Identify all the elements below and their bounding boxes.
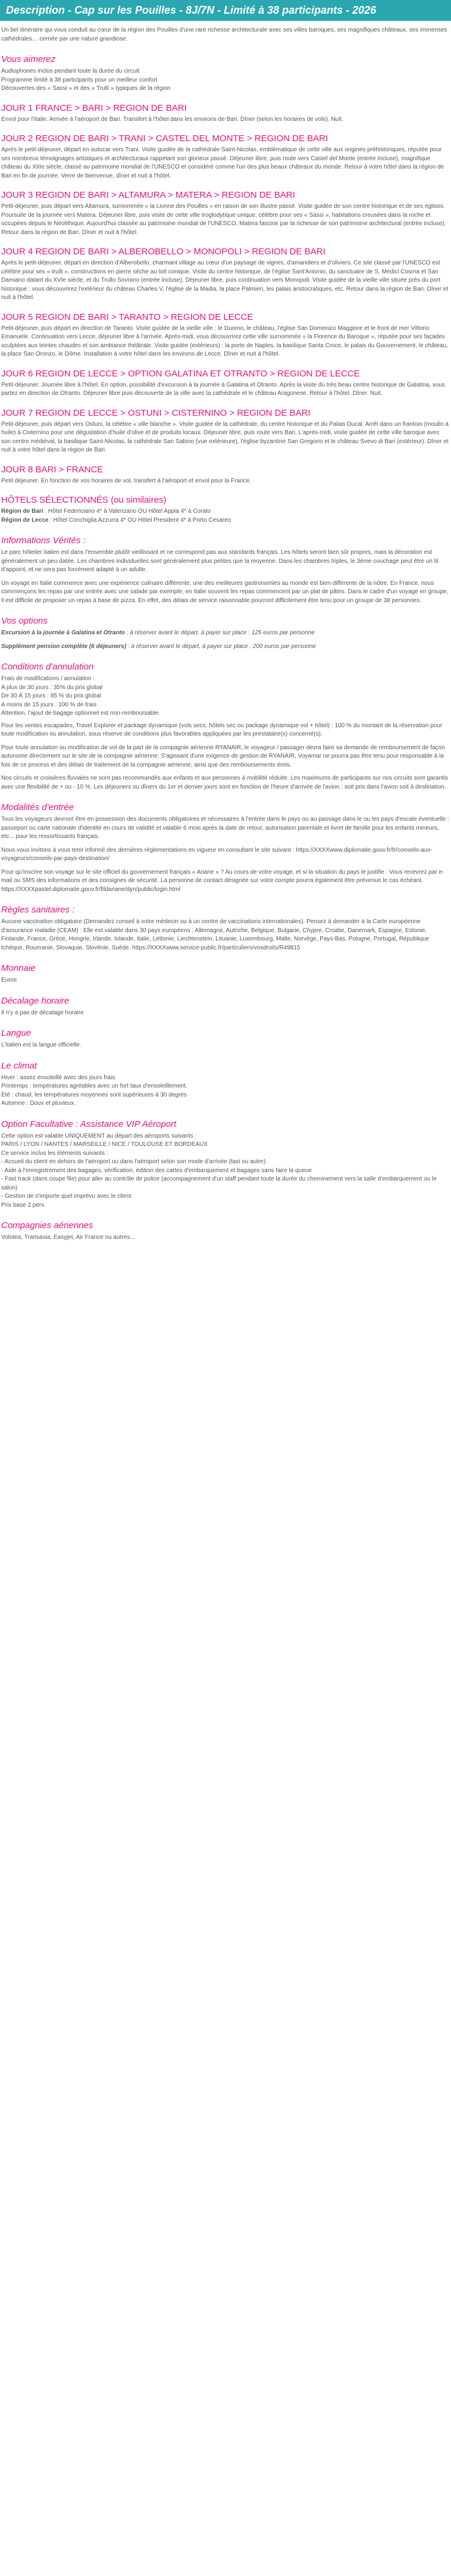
vip-line: - Aide à l'enregistrement des bagages, vérification, édition des cartes d'embarquement et bagages sans faire la queue	[1, 1167, 312, 1174]
content	[0, 26, 451, 1242]
vous-aimerez-list	[1, 67, 450, 94]
hotel-item	[1, 516, 450, 525]
climat-line: Printemps : températures agréables avec un fort taux d'ensoleillement.	[1, 1083, 187, 1089]
day-text-2: Après le petit-déjeuner, départ en autocar vers Trani. Visite guidée de la cathédrale Saint-Nicolas, emblématique de cette ville aux origines préhistoriques, réputée pour ses nombreux témoignages artistiques et architecturaux rappelant son glorieux passé. Déjeuner libre, puis route vers Castel del Monte (entrée incluse), magnifique château du XIIIe siècle, classé au patrimoine mondial de l'UNESCO et considéré comme l'un des plus beaux châteaux du monde. Retour à votre hôtel dans la région de Bari en fin de journée. Verre de bienvenue, dîner et nuit à l'hôtel.	[1, 147, 444, 179]
annulation-line: Attention, l'ajout de bagage optionnel est non-remboursable.	[1, 710, 161, 717]
annulation-line: Frais de modifications / annulation :	[1, 675, 95, 682]
intro-text: Un bel itinéraire qui vous conduit au cœur de la région des Pouilles d'une rare richesse architecturale avec ses villes baroques, ses magnifiques châteaux, ses immenses cathédrales… cernée par une nature grandiose.	[1, 27, 447, 42]
day-title-2: JOUR 2 REGION DE BARI > TRANI > CASTEL DEL MONTE > REGION DE BARI	[1, 133, 328, 144]
hotel-item	[1, 507, 450, 516]
day-title-8: JOUR 8 BARI > FRANCE	[1, 464, 104, 475]
annulation-line: A plus de 30 jours : 35% du prix global	[1, 684, 103, 691]
climat-list	[1, 1074, 450, 1108]
vip-line: PARIS / LYON / NANTES / MARSEILLE / NICE / TOULOUSE ET BORDEAUX	[1, 1141, 208, 1148]
annulation-paragraph: Pour les ventes escapades, Travel Explorer et package dynamique (vols secs, hôtels sec ou package dynamique vol + hôtel) : 100 % du montant de la réservation pour toute modification ou annulation, sous réserve de conditions plus favorables appliquées par les prestataire(s) concerné(s).	[1, 722, 443, 737]
day-title-7: JOUR 7 REGION DE LECCE > OSTUNI > CISTERNINO > REGION DE BARI	[1, 407, 311, 418]
option-item	[1, 629, 450, 638]
section-title-options: Vos options	[1, 616, 48, 626]
section-title-hotels: HÔTELS SÉLECTIONNÉS (ou similaires)	[1, 495, 167, 505]
climat-line: Été : chaud, les températures moyennes sont supérieures à 30 degrés	[1, 1091, 187, 1098]
hotel-region-label: Région de Lecce	[1, 516, 49, 524]
day-text-8: Petit déjeuner. En fonction de vos horaires de vol, transfert à l'aéroport et envol pour la France.	[1, 477, 251, 484]
day-text-4: Après le petit-déjeuner, départ en direction d'Alberobello, charmant village au cœur d'un paysage de vignes, d'amandiers et d'oliviers. Ce site classé par l'UNESCO est célèbre pour ses « trulli », constructions en pierre sèche au toit conique. Visite du centre historique, de l'église Sant'Antonio, du sanctuaire de S. Medici Cosma et San Damiano datant du XVIe siècle, et du Trullo Sovrano (entrée incluse). Déjeuner libre, puis continuation vers Monopoli. Visite guidée de la vieille ville située près du port historique : vous découvrirez l'extérieur du château Charles V, l'église de la Madia, la place Palmieri, les palais aristocratiques, etc. Retour dans la région de Bari. Dîner et nuit à l'hôtel.	[1, 260, 449, 301]
day-text-7: Petit-déjeuner, puis départ vers Ostuni, la célèbre « ville blanche ». Visite guidée de la cathédrale, du centre historique et du Palais Ducal. Arrêt dans un frantoio (moulin à huile) à Cisternino pour une dégustation d'huile d'olive et de produits locaux. Déjeuner libre, puis route vers Bari. L'après-midi, visite guidée de cette ville baroque avec son centre médiéval, la basilique Saint-Nicolas, la cathédrale San Sabino (vue extérieure), l'église byzantine San Gregorio et le château Svevo di Bari (extérieur). Dîner et nuit à votre hôtel dans la région de Bari.	[1, 420, 449, 453]
section-title-monnaie: Monnaie	[1, 963, 36, 973]
section-title-compagnies: Compagnies aériennes	[1, 1220, 93, 1231]
page	[0, 0, 451, 1261]
annulation-list	[1, 675, 450, 718]
modalites-paragraph: Tous les voyageurs devront être en possession des documents obligatoires et nécessaires à l'entrée dans le pays ou au passage dans le ou les pays d'escale éventuelle : passeport ou carte nationale d'identité en cours de validité et valable 6 mois après la date de retour, autorisation parentale et livret de famille pour les enfants mineurs, etc... pour les ressortissants français.	[1, 816, 449, 840]
day-text-6: Petit-déjeuner. Journée libre à l'hôtel. En option, possibilité d'excursion à la journée à Galatina et Otranto. Après la visite du très beau centre historique de Galatina, vous partez en direction de Otranto. Déjeuner libre puis découverte de la ville avec la cathédrale et le château Aragonese. Retour à l'hôtel. Dîner. Nuit.	[1, 381, 445, 397]
option-label: Excursion à la journée à Galatina et Otranto	[1, 630, 125, 636]
vip-list	[1, 1132, 450, 1210]
climat-line: Automne : Doux et pluvieux.	[1, 1100, 76, 1107]
vip-line: - Fast track (dans coupe file) pour aller au contrôle de police (accompagnement d'un staff pendant toute la durée du cheminement vers la salle d'embarquement ou le salon)	[1, 1176, 437, 1191]
option-label: Supplément pension complète (6 déjeuners)	[1, 643, 127, 650]
day-text-3: Petit-déjeuner, puis départ vers Altamura, surnommée « la Lionne des Pouilles » en raison de son illustre passé. Visite guidée de son centre historique et de ses églises. Poursuite de la journée vers Matera. Déjeuner libre, puis visite de cette ville troglodytique unique, célèbre pour ses « Sassi », habitations creusées dans la roche et occupées depuis le Néolithique. Aujourd'hui classée au patrimoine mondial de l'UNESCO, Matera fascine par la richesse de son patrimoine architectural (entrée incluse). Retour dans la région de Bari. Dîner et nuit à l'hôtel.	[1, 203, 446, 236]
decalage-text: Il n'y a pas de décalage horaire	[1, 1009, 84, 1016]
option-value: : à réserver avant le départ, à payer sur place : 125 euros par personne	[124, 630, 315, 636]
annulation-line: A moins de 15 jours : 100 % de frais	[1, 701, 97, 708]
hotels-list	[1, 507, 450, 525]
vip-line: - Gestion de n'importe quel imprévu avec le client	[1, 1193, 131, 1200]
section-title-climat: Le climat	[1, 1060, 37, 1071]
section-title-langue: Langue	[1, 1028, 32, 1038]
vip-line: - Accueil du client en dehors de l'aéroport ou dans l'aéroport selon son mode d'arrivée (taxi ou autre)	[1, 1158, 266, 1165]
section-title-vous-aimerez: Vous aimerez	[1, 54, 56, 64]
section-title-modalites: Modalités d'entrée	[1, 802, 74, 812]
modalites-paragraph: Nous vous invitons à vous tenir informé des dernières réglementations en vigueur en consultant le site suivant : https://XXXXwww.diplomatie.gouv.fr/fr/conseils-aux-voyageurs/conseils-par-pays-destination/	[1, 846, 433, 862]
climat-line: Hiver : assez ensoleillé avec des jours frais.	[1, 1074, 117, 1081]
annulation-line: De 30 À 15 jours : 85 % du prix global	[1, 693, 101, 699]
vip-line: Prix base 2 pers	[1, 1201, 45, 1208]
section-title-annulation: Conditions d'annulation	[1, 662, 94, 672]
vip-line: Cette option est valable UNIQUEMENT au départ des aéroports suivants :	[1, 1132, 197, 1139]
option-value: : à réserver avant le départ, à payer sur place : 200 euros par personne	[126, 643, 317, 650]
vous-aimerez-item: Audiophones inclus pendant toute la durée du circuit	[1, 68, 140, 74]
compagnies-text: Volotea, Transavia, Easyjet, Air France ou autres...	[1, 1234, 135, 1241]
vous-aimerez-item: Programme limité à 38 participants pour un meilleur confort	[1, 76, 158, 83]
day-title-6: JOUR 6 REGION DE LECCE > OPTION GALATINA ET OTRANTO > REGION DE LECCE	[1, 368, 360, 379]
option-item	[1, 643, 450, 652]
day-title-4: JOUR 4 REGION DE BARI > ALBEROBELLO > MONOPOLI > REGION DE BARI	[1, 247, 325, 257]
langue-text: L'italien est la langue officielle.	[1, 1042, 82, 1048]
vous-aimerez-item: Découvertes des « Sassi » et des « Trulli » typiques de la région	[1, 85, 171, 92]
hotel-value: : Hôtel Federiciano 4* à Valenzano OU Hôtel Appia 4* à Corato	[43, 508, 211, 515]
day-title-5: JOUR 5 REGION DE BARI > TARANTO > REGION DE LECCE	[1, 312, 253, 322]
modalites-paragraph: Pour qu'inscrire son voyage sur le site officiel du gouvernement français « Ariane » ? Au cours de votre voyage, et si la situation du pays le justifie : Vous recevrez par e-mail ou SMS des informations et des consignes de sécurité. La personne de contact désignée sur votre compte pourra également être prévenue le cas échéant. https://XXXXpastel.diplomatie.gouv.fr/fildariane/dyn/public/login.html	[1, 868, 444, 893]
page-title: Description - Cap sur les Pouilles - 8J/7N - Limité à 38 participants - 2026	[0, 0, 451, 21]
monnaie-text: Euros	[1, 977, 17, 983]
day-title-3: JOUR 3 REGION DE BARI > ALTAMURA > MATERA > REGION DE BARI	[1, 190, 295, 200]
hotel-value: : Hôtel Conchiglia Azzurra 4* OU Hôtel President 4* à Porto Cesareo	[48, 516, 231, 524]
vip-line: Ce service inclus les éléments suivants :	[1, 1150, 108, 1157]
day-text-5: Petit-déjeuner, puis départ en direction de Taranto. Visite guidée de la vieille ville : le Duomo, le château, l'église San Domenico Maggiore et le front de mer Vittorio Emanuele. Continuation vers Lecce, déjeuner libre à l'arrivée. Après-midi, vous découvrirez cette ville surnommée « la Florence du Baroque », réputée pour ses façades sculptées aux teintes chaudes et son ambiance théâtrale. Visite guidée (extérieurs) : la porte de Naples, la basilique Santa Croce, le palais du Gouvernement, le château, la place San Oronzo, le Dôme. Installation à votre hôtel dans les environs de Lecce. Dîner et nuit à l'hôtel.	[1, 325, 448, 357]
infos-paragraph: Le parc hôtelier italien est dans l'ensemble plutôt vieillissant et ne correspond pas aux standards français. Les hôtels seront bien sûr propres, mais la décoration est généralement un peu datée. Les chambres individuelles sont généralement plus petites que la moyenne. Dans les chambres triples, le 3ème couchage peut être un lit d'appoint, et ne sera pas forcément adapté à un adulte.	[1, 549, 439, 573]
sanitaires-paragraph: Aucune vaccination obligatoire (Demandez conseil à votre médecin ou à un centre de vaccinations internationales). Pensez à demander à la Carte européenne d'assurance maladie (CEAM) : Elle est valable dans 30 pays européens : Allemagne, Autriche, Belgique, Bulgarie, Chypre, Croatie, Danemark, Espagne, Estonie, Finlande, France, Grèce, Hongrie, Irlande, Islande, Italie, Lettonie, Liechtenstein, Lituanie, Luxembourg, Malte, Norvège, Pays-Bas, Pologne, Portugal, République tchèque, Roumanie, Slovaquie, Slovénie, Suède. https://XXXXwww.service-public.fr/particuliers/vosdroits/R49815	[1, 918, 430, 951]
annulation-paragraph: Pour toute annulation ou modification de vol de la part de la compagnie aérienne RYANAIR, le voyageur / passager devra faire sa demande de remboursement de façon autonome directement sur le site de la compagnie aérienne. S'agissant d'une exigence de gestion de RYANAIR, Voyamar ne pourra pas être tenu pour responsable à la fois de ce process et des délais de traitement de la compagnie aérienne, ainsi que des remboursements émis.	[1, 744, 445, 768]
infos-paragraph: Un voyage en Italie commence avec une expérience culinaire différente, une des meilleures gastronomies au monde est bien différente de la nôtre. En France, nous commençons les repas par une entrée avec une salade par exemple, en Italie souvent les repas commencent par un plat de pâtes. Dans le cadre d'un voyage en groupe, il est difficile de proposer un repas à base de pizza. En effet, des délais de service raisonnable pourront difficilement être tenu pour un groupe de 38 personnes.	[1, 580, 449, 604]
day-text-1: Envol pour l'Italie. Arrivée à l'aéroport de Bari. Transfert à l'hôtel dans les environs de Bari. Dîner (selon les horaires de vols). Nuit.	[1, 116, 343, 123]
section-title-vip: Option Facultative : Assistance VIP Aéroport	[1, 1119, 177, 1129]
hotel-region-label: Région de Bari	[1, 508, 43, 515]
section-title-decalage: Décalage horaire	[1, 995, 70, 1006]
section-title-infos: Informations Vérités :	[1, 535, 86, 546]
annulation-paragraph: Nos circuits et croisières fluviales ne sont pas recommandés aux enfants et aux personnes à mobilité réduite. Les maximums de participants sur nos circuits sont garantis avec une flexibilité de + ou - 10 %. Les déjeuners ou dîners du 1er et dernier jours sont en fonction de l'heure d'arrivée de l'avion : soit pris dans l'avion soit à destination.	[1, 775, 448, 790]
section-title-sanitaires: Règles sanitaires :	[1, 905, 75, 915]
day-title-1: JOUR 1 FRANCE > BARI > REGION DE BARI	[1, 102, 187, 113]
